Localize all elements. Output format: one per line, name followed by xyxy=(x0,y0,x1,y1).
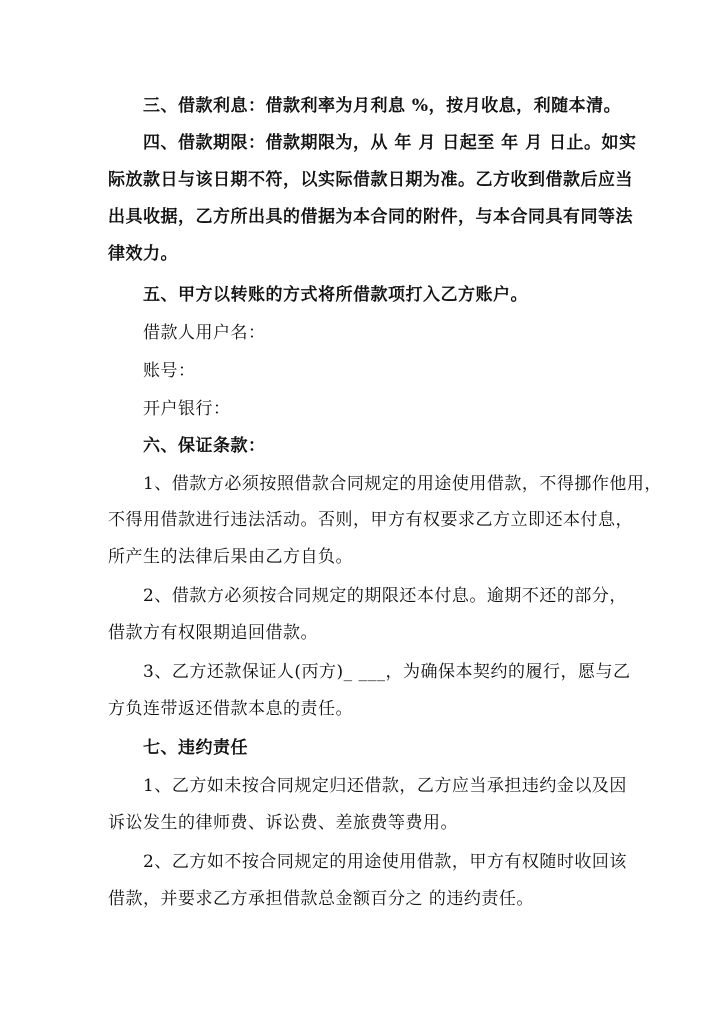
section-6-item-1-line-3: 所产生的法律后果由乙方自负。 xyxy=(108,547,353,567)
section-3-interest-clause: 三、借款利息：借款利率为月利息 %，按月收息，利随本清。 xyxy=(143,96,622,116)
section-6-item-3-line-1: 3、乙方还款保证人(丙方)_ ___，为确保本契约的履行，愿与乙 xyxy=(143,662,631,682)
section-7-item-2-line-1: 2、乙方如不按合同规定的用途使用借款，甲方有权随时收回该 xyxy=(143,852,627,872)
section-4-term-clause-line-2: 际放款日与该日期不符，以实际借款日期为准。乙方收到借款后应当 xyxy=(108,170,633,190)
section-7-item-2-line-2: 借款，并要求乙方承担借款总金额百分之 的违约责任。 xyxy=(108,889,534,909)
section-7-heading: 七、违约责任 xyxy=(143,738,248,758)
section-6-item-2-line-1: 2、借款方必须按合同规定的期限还本付息。逾期不还的部分， xyxy=(143,586,627,606)
bank-name-label: 开户银行： xyxy=(143,399,231,419)
section-6-item-3-line-2: 方负连带返还借款本息的责任。 xyxy=(108,699,353,719)
section-6-item-2-line-2: 借款方有权限期追回借款。 xyxy=(108,623,318,643)
section-7-item-1-line-2: 诉讼发生的律师费、诉讼费、差旅费等费用。 xyxy=(108,813,458,833)
section-4-term-clause-line-3: 出具收据，乙方所出具的借据为本合同的附件，与本合同具有同等法 xyxy=(108,207,633,227)
section-6-heading: 六、保证条款： xyxy=(143,436,266,456)
section-4-term-clause-line-4: 律效力。 xyxy=(108,244,178,264)
section-6-item-1-line-1: 1、借款方必须按照借款合同规定的用途使用借款，不得挪作他用， xyxy=(143,474,662,494)
section-5-transfer-clause: 五、甲方以转账的方式将所借款项打入乙方账户。 xyxy=(143,285,528,305)
section-6-item-1-line-2: 不得用借款进行违法活动。否则，甲方有权要求乙方立即还本付息， xyxy=(108,510,633,530)
section-4-term-clause-line-1: 四、借款期限：借款期限为，从 年 月 日起至 年 月 日止。如实 xyxy=(143,133,637,153)
account-number-label: 账号： xyxy=(143,361,196,381)
section-7-item-1-line-1: 1、乙方如未按合同规定归还借款，乙方应当承担违约金以及因 xyxy=(143,776,627,796)
borrower-username-label: 借款人用户名： xyxy=(143,323,266,343)
